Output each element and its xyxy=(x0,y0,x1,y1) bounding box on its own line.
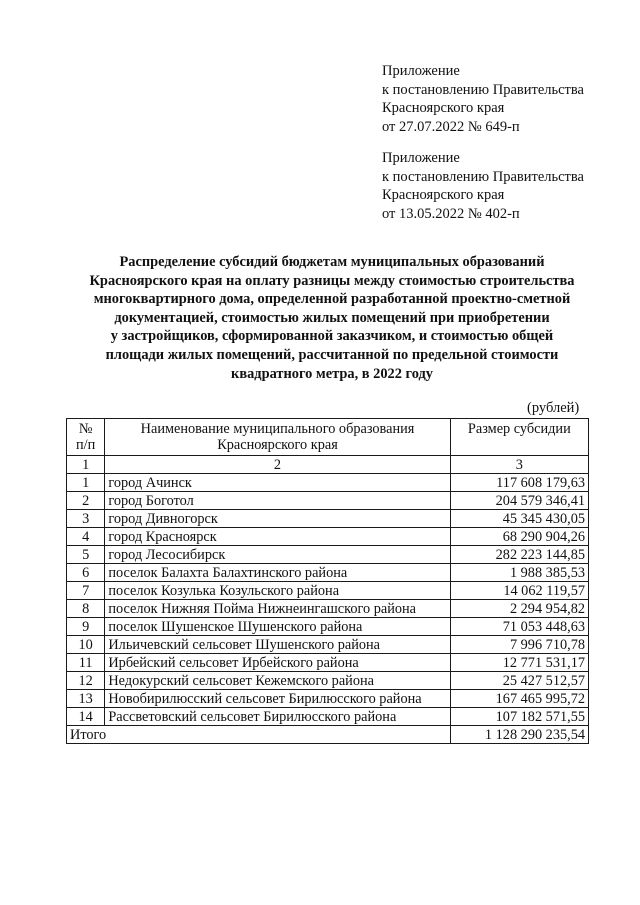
municipality-name: город Боготол xyxy=(105,492,450,510)
approval-line: Красноярского края xyxy=(382,100,505,117)
table-row xyxy=(67,492,589,510)
municipality-name: поселок Нижняя Пойма Нижнеингашского района xyxy=(105,600,450,618)
row-number: 6 xyxy=(67,564,105,582)
table-row xyxy=(67,690,589,708)
table-row xyxy=(67,654,589,672)
title-line: у застройщиков, сформированной заказчиком, и стоимостью общей xyxy=(110,328,554,345)
subsidy-amount: 117 608 179,63 xyxy=(450,474,588,492)
total-label: Итого xyxy=(67,726,451,744)
approval-note-2 xyxy=(382,149,632,223)
municipality-name: Ирбейский сельсовет Ирбейского района xyxy=(105,654,450,672)
column-number: 1 xyxy=(67,456,105,474)
row-number: 7 xyxy=(67,582,105,600)
title-line: Распределение субсидий бюджетам муниципальных образований xyxy=(119,254,545,270)
column-number: 2 xyxy=(105,456,450,474)
approval-line: Красноярского края xyxy=(382,187,505,204)
approval-note-1 xyxy=(382,62,632,136)
municipality-name: поселок Шушенское Шушенского района xyxy=(105,618,450,636)
title-line: многоквартирного дома, определенной разработанной проектно-сметной xyxy=(93,291,571,308)
table-row xyxy=(67,510,589,528)
row-number: 8 xyxy=(67,600,105,618)
header-amount: Размер субсидии xyxy=(450,419,588,456)
row-number: 12 xyxy=(67,672,105,690)
row-number: 5 xyxy=(67,546,105,564)
subsidy-amount: 12 771 531,17 xyxy=(450,654,588,672)
row-number: 9 xyxy=(67,618,105,636)
column-number: 3 xyxy=(450,456,588,474)
subsidy-amount: 107 182 571,55 xyxy=(450,708,588,726)
row-number: 10 xyxy=(67,636,105,654)
table-row xyxy=(67,600,589,618)
municipality-name: город Лесосибирск xyxy=(105,546,450,564)
table-row xyxy=(67,582,589,600)
approval-label: Приложение xyxy=(382,63,460,79)
subsidy-amount: 204 579 346,41 xyxy=(450,492,588,510)
municipality-name: поселок Козулька Козульского района xyxy=(105,582,450,600)
approval-date-number: от 13.05.2022 № 402-п xyxy=(382,205,520,222)
table-row xyxy=(67,636,589,654)
header-number: № п/п xyxy=(67,419,105,456)
subsidy-amount: 71 053 448,63 xyxy=(450,618,588,636)
subsidy-amount: 167 465 995,72 xyxy=(450,690,588,708)
subsidy-amount: 1 988 385,53 xyxy=(450,564,588,582)
title-line: документацией, стоимостью жилых помещений при приобретении xyxy=(114,309,550,326)
row-number: 1 xyxy=(67,474,105,492)
table-header-row xyxy=(67,419,589,456)
total-row xyxy=(67,726,589,744)
municipality-name: Новобирилюсский сельсовет Бирилюсского района xyxy=(105,690,450,708)
total-amount: 1 128 290 235,54 xyxy=(450,726,588,744)
currency-unit: (рублей) xyxy=(527,400,580,416)
municipality-name: город Дивногорск xyxy=(105,510,450,528)
table-row xyxy=(67,474,589,492)
row-number: 11 xyxy=(67,654,105,672)
title-line: площади жилых помещений, рассчитанной по предельной стоимости xyxy=(105,346,559,363)
municipality-name: Недокурский сельсовет Кежемского района xyxy=(105,672,450,690)
table-row xyxy=(67,564,589,582)
row-number: 14 xyxy=(67,708,105,726)
subsidy-amount: 25 427 512,57 xyxy=(450,672,588,690)
subsidy-amount: 2 294 954,82 xyxy=(450,600,588,618)
table-row xyxy=(67,672,589,690)
subsidy-table xyxy=(66,418,589,744)
column-number-row xyxy=(67,456,589,474)
header-name: Наименование муниципального образования Красноярского края xyxy=(105,419,450,456)
subsidy-amount: 68 290 904,26 xyxy=(450,528,588,546)
table-row xyxy=(67,708,589,726)
municipality-name: Рассветовский сельсовет Бирилюсского района xyxy=(105,708,450,726)
approval-line: к постановлению Правительства xyxy=(382,168,584,185)
approval-date-number: от 27.07.2022 № 649-п xyxy=(382,118,520,135)
row-number: 13 xyxy=(67,690,105,708)
subsidy-amount: 14 062 119,57 xyxy=(450,582,588,600)
municipality-name: Ильичевский сельсовет Шушенского района xyxy=(105,636,450,654)
title-line: квадратного метра, в 2022 году xyxy=(231,365,433,382)
table-row xyxy=(67,618,589,636)
document-title xyxy=(60,253,604,383)
subsidy-amount: 45 345 430,05 xyxy=(450,510,588,528)
table-row xyxy=(67,546,589,564)
table-row xyxy=(67,528,589,546)
row-number: 3 xyxy=(67,510,105,528)
row-number: 2 xyxy=(67,492,105,510)
row-number: 4 xyxy=(67,528,105,546)
municipality-name: город Ачинск xyxy=(105,474,450,492)
municipality-name: город Красноярск xyxy=(105,528,450,546)
subsidy-amount: 282 223 144,85 xyxy=(450,546,588,564)
title-line: Красноярского края на оплату разницы между стоимостью строительства xyxy=(89,272,575,289)
municipality-name: поселок Балахта Балахтинского района xyxy=(105,564,450,582)
subsidy-amount: 7 996 710,78 xyxy=(450,636,588,654)
approval-label: Приложение xyxy=(382,150,460,166)
approval-line: к постановлению Правительства xyxy=(382,81,584,98)
